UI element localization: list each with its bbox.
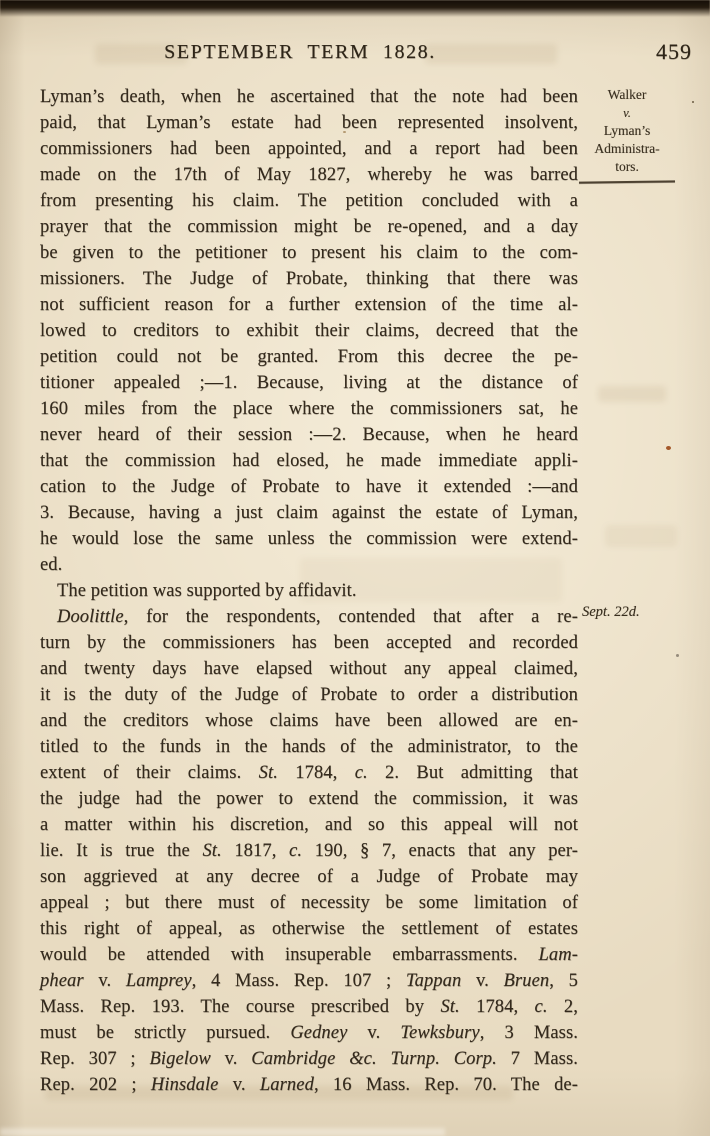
body-line: Doolittle, for the respondents, contended that after a re- — [57, 607, 578, 627]
body-line: ed. — [40, 555, 63, 575]
margin-note-case-line: Administra- — [594, 141, 660, 156]
body-line: and twenty days have elapsed without any appeal claimed, — [40, 659, 578, 679]
body-line: not sufficient reason for a further extension of the time al- — [40, 295, 578, 315]
body-line: cation to the Judge of Probate to have it extended :—and — [40, 477, 578, 497]
body-line: he would lose the same unless the commission were extend- — [40, 529, 578, 549]
margin-note-case-lines — [579, 86, 675, 176]
margin-note-date: Sept. 22d. — [582, 604, 640, 620]
body-line: that the commission had elosed, he made immediate appli- — [40, 451, 578, 471]
body-line: never heard of their session :—2. Because, when he heard — [40, 425, 578, 445]
body-line: be given to the petitioner to present his claim to the com- — [40, 243, 578, 263]
margin-note-case-line: Walker — [607, 87, 647, 102]
body-line: turn by the commissioners has been accepted and recorded — [40, 633, 578, 653]
body-line: appeal ; but there must of necessity be some limitation of — [40, 893, 578, 913]
margin-note-case-line: Lyman’s — [603, 123, 651, 138]
scan-bottom-edge — [0, 1128, 445, 1136]
page-number: 459 — [656, 39, 692, 64]
body-line: would be attended with insuperable embarrassments. Lam- — [40, 945, 578, 965]
body-line: paid, that Lyman’s estate had been represented insolvent, — [40, 113, 578, 133]
body-line: this right of appeal, as otherwise the settlement of estates — [40, 919, 578, 939]
body-line: 3. Because, having a just claim against the estate of Lyman, — [40, 503, 578, 523]
body-line: 160 miles from the place where the commissioners sat, he — [40, 399, 578, 419]
body-line: son aggrieved at any decree of a Judge of Probate may — [40, 867, 578, 887]
show-through-ghost — [605, 525, 677, 547]
body-line: titled to the funds in the hands of the administrator, to the — [40, 737, 578, 757]
body-line: Rep. 307 ; Bigelow v. Cambridge &c. Turnp. Corp. 7 Mass. — [40, 1049, 578, 1069]
body-line: made on the 17th of May 1827, whereby he was barred — [40, 165, 578, 185]
body-line: petition could not be granted. From this decree the pe- — [40, 347, 578, 367]
body-line: lie. It is true the St. 1817, c. 190, § 7, enacts that any per- — [40, 841, 579, 861]
body-text — [40, 84, 578, 1098]
body-line: lowed to creditors to exhibit their claims, decreed that the — [40, 321, 578, 341]
body-line: and the creditors whose claims have been allowed are en- — [40, 711, 578, 731]
body-line: it is the duty of the Judge of Probate to order a distribution — [40, 685, 578, 705]
body-line: the judge had the power to extend the commission, it was — [40, 789, 578, 809]
margin-note-case-line: v. — [623, 106, 631, 120]
body-line: titioner appealed ;—1. Because, living at the distance of — [40, 373, 578, 393]
body-line: Rep. 202 ; Hinsdale v. Larned, 16 Mass. Rep. 70. The de- — [40, 1075, 578, 1095]
margin-note-case — [579, 86, 675, 183]
body-line: The petition was supported by affidavit. — [57, 581, 357, 601]
body-line: must be strictly pursued. Gedney v. Tewksbury, 3 Mass. — [40, 1023, 579, 1043]
show-through-ghost — [598, 386, 666, 402]
body-line: a matter within his discretion, and so this appeal will not — [40, 815, 578, 835]
body-line: missioners. The Judge of Probate, thinking that there was — [40, 269, 578, 289]
body-line: Mass. Rep. 193. The course prescribed by St. 1784, c. 2, — [40, 997, 578, 1017]
running-header-title: SEPTEMBER TERM 1828. — [164, 41, 436, 63]
scan-edge-shadow — [0, 0, 710, 17]
margin-note-rule — [579, 180, 675, 183]
body-line: phear v. Lamprey, 4 Mass. Rep. 107 ; Tappan v. Bruen, 5 — [40, 971, 578, 991]
body-line: from presenting his claim. The petition concluded with a — [40, 191, 578, 211]
body-line: Lyman’s death, when he ascertained that the note had been — [40, 87, 578, 107]
margin-note-case-line: tors. — [615, 159, 639, 174]
ink-speck — [676, 654, 679, 657]
ink-speck — [666, 446, 671, 450]
body-line: extent of their claims. St. 1784, c. 2. But admitting that — [40, 763, 578, 783]
body-line: prayer that the commission might be re-opened, and a day — [40, 217, 578, 237]
ink-speck — [692, 101, 694, 103]
body-line: commissioners had been appointed, and a report had been — [40, 139, 578, 159]
